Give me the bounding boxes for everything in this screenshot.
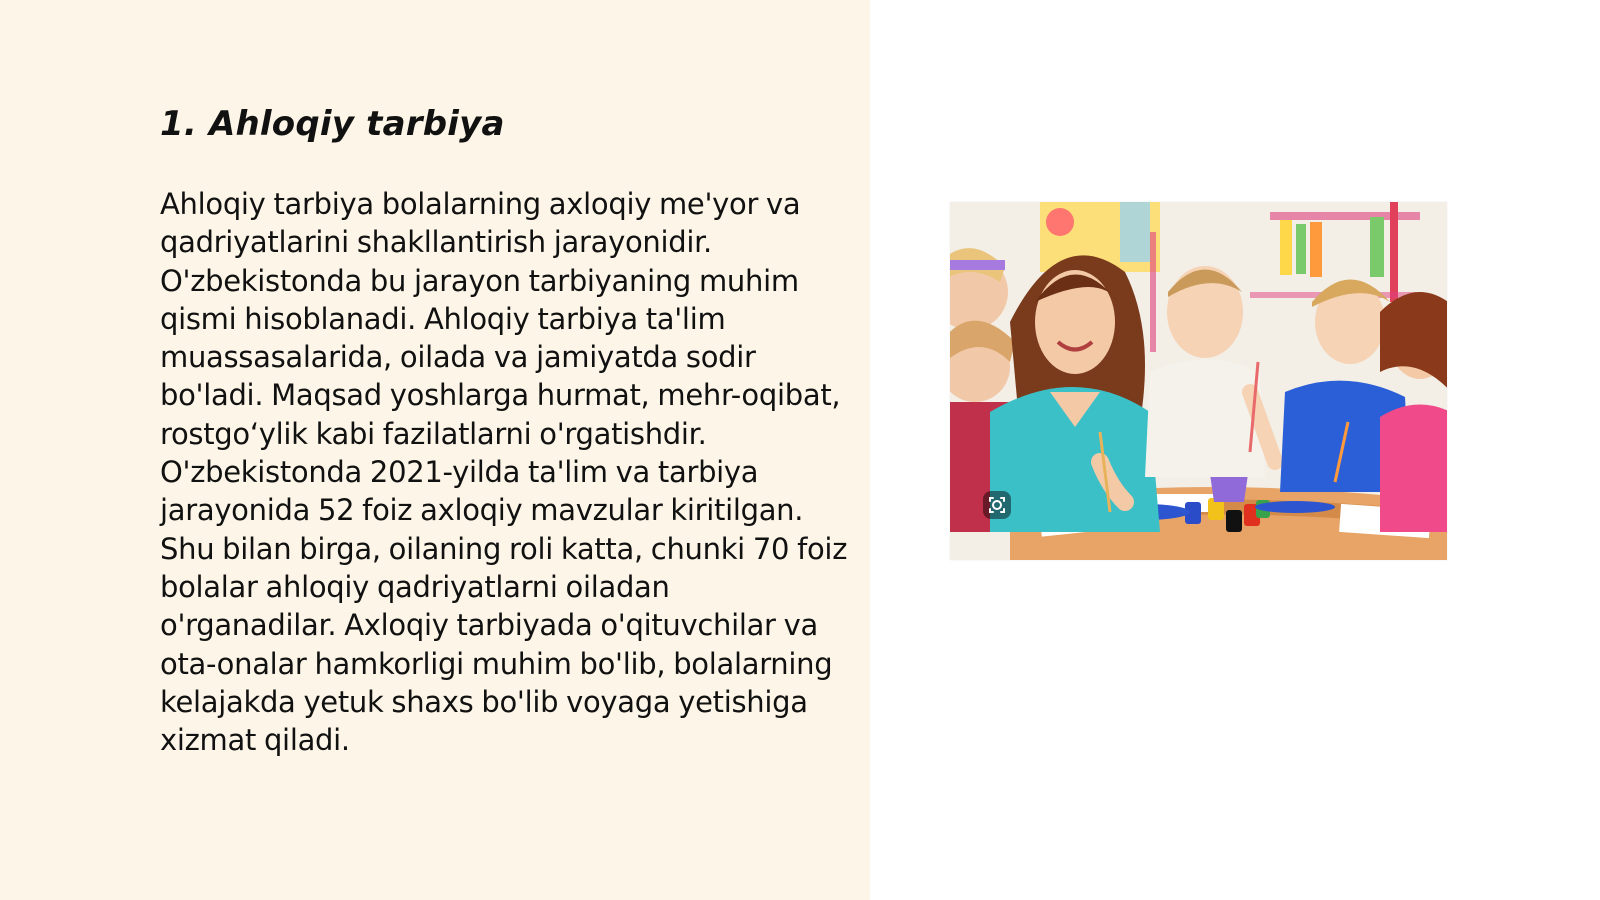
lens-icon[interactable] [982,490,1012,520]
slide-body-text: Ahloqiy tarbiya bolalarning axloqiy me'yor va qadriyatlarini shakllantirish jarayonidir. O'zbekistonda bu jarayon tarbiyaning muhim qismi hisoblanadi. Ahloqiy tarbiya ta'lim muassasalarida, oilada va jamiyatda sodir bo'ladi. Maqsad yoshlarga hurmat, mehr-oqibat, rostgo‘ylik kabi fazilatlarni o'rgatishdir. O'zbekistonda 2021-yilda ta'lim va tarbiya jarayonida 52 foiz axloqiy mavzular kiritilgan. Shu bilan birga, oilaning roli katta, chunki 70 foiz bolalar ahloqiy qadriyatlarni oiladan o'rganadilar. Axloqiy tarbiyada o'qituvchilar va ota-onalar hamkorligi muhim bo'lib, bolalarning kelajakda yetuk shaxs bo'lib voyaga yetishiga xizmat qiladi. [160,187,848,758]
classroom-photo [950,202,1447,560]
slide-title: 1. Ahloqiy tarbiya [160,104,505,144]
